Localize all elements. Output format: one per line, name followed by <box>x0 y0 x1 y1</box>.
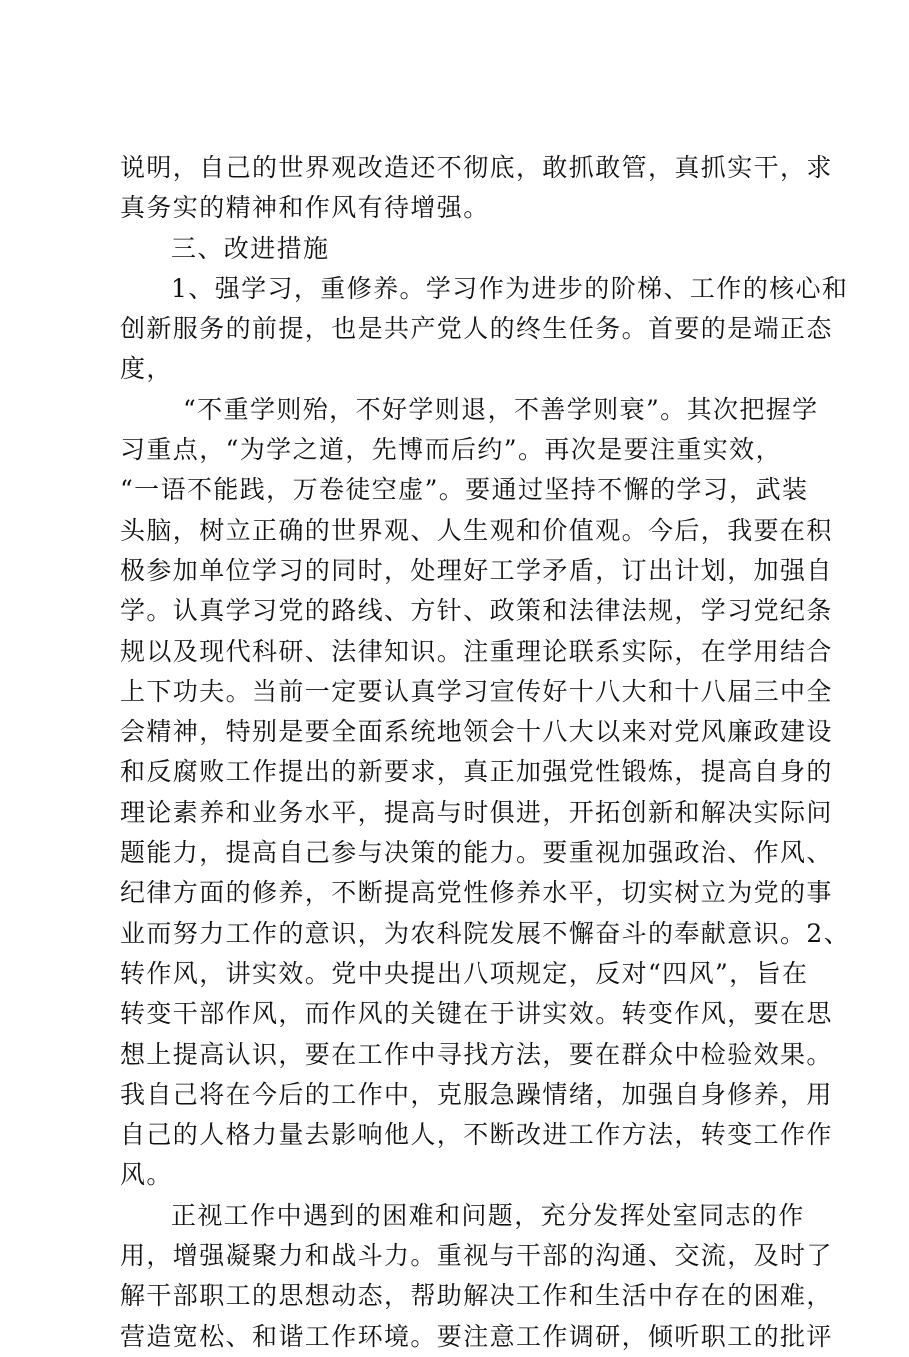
text-line: 题能力，提高自己参与决策的能力。要重视加强政治、作风、 <box>120 838 833 868</box>
text-line: 想上提高认识，要在工作中寻找方法，要在群众中检验效果。 <box>120 1039 833 1069</box>
text-line: 创新服务的前提，也是共产党人的终生任务。首要的是端正态 <box>120 314 833 344</box>
text-line: 转变干部作风，而作风的关键在于讲实效。转变作风，要在思 <box>120 999 833 1029</box>
text-line: 会精神，特别是要全面系统地领会十八大以来对党风廉政建设 <box>120 717 833 747</box>
text-line: 头脑，树立正确的世界观、人生观和价值观。今后，我要在积 <box>120 515 833 545</box>
text-line: 说明，自己的世界观改造还不彻底，敢抓敢管，真抓实干，求 <box>120 153 833 182</box>
text-line: 规以及现代科研、法律知识。注重理论联系实际，在学用结合 <box>120 636 833 666</box>
text-line: 和反腐败工作提出的新要求，真正加强党性锻炼，提高自身的 <box>120 757 833 787</box>
text-line: 极参加单位学习的同时，处理好工学矛盾，订出计划，加强自 <box>120 555 833 585</box>
text-line: 我自己将在今后的工作中，克服急躁情绪，加强自身修养，用 <box>120 1079 833 1109</box>
text-line: 真务实的精神和作风有待增强。 <box>120 193 490 223</box>
section-heading: 三、改进措施 <box>171 233 330 263</box>
text-line: 营造宽松、和谐工作环境。要注意工作调研，倾听职工的批评 <box>120 1321 833 1351</box>
text-line: 习重点，“为学之道，先博而后约”。再次是要注重实效， <box>120 435 782 465</box>
text-line: 1、强学习，重修养。学习作为进步的阶梯、工作的核心和 <box>171 273 849 303</box>
text-line: 解干部职工的思想动态，帮助解决工作和生活中存在的困难， <box>120 1281 833 1311</box>
text-line: 理论素养和业务水平，提高与时俱进，开拓创新和解决实际问 <box>120 797 833 827</box>
text-line: 学。认真学习党的路线、方针、政策和法律法规，学习党纪条 <box>120 596 833 626</box>
text-line: 纪律方面的修养，不断提高党性修养水平，切实树立为党的事 <box>120 878 833 908</box>
text-line: 用，增强凝聚力和战斗力。重视与干部的沟通、交流，及时了 <box>120 1241 833 1271</box>
text-line: 转作风，讲实效。党中央提出八项规定，反对“四风”，旨在 <box>120 958 809 988</box>
text-line: “不重学则殆，不好学则退，不善学则衰”。其次把握学 <box>183 394 819 424</box>
text-line: 正视工作中遇到的困难和问题，充分发挥处室同志的作 <box>171 1200 805 1230</box>
text-line: 风。 <box>120 1160 173 1190</box>
text-line: “一语不能践，万卷徒空虚”。要通过坚持不懈的学习，武装 <box>120 475 809 505</box>
text-line: 度， <box>120 354 173 384</box>
text-line: 上下功夫。当前一定要认真学习宣传好十八大和十八届三中全 <box>120 676 833 706</box>
text-line: 业而努力工作的意识，为农科院发展不懈奋斗的奉献意识。2、 <box>120 918 851 948</box>
text-line: 自己的人格力量去影响他人，不断改进工作方法，转变工作作 <box>120 1120 833 1150</box>
document-body <box>120 148 851 1357</box>
